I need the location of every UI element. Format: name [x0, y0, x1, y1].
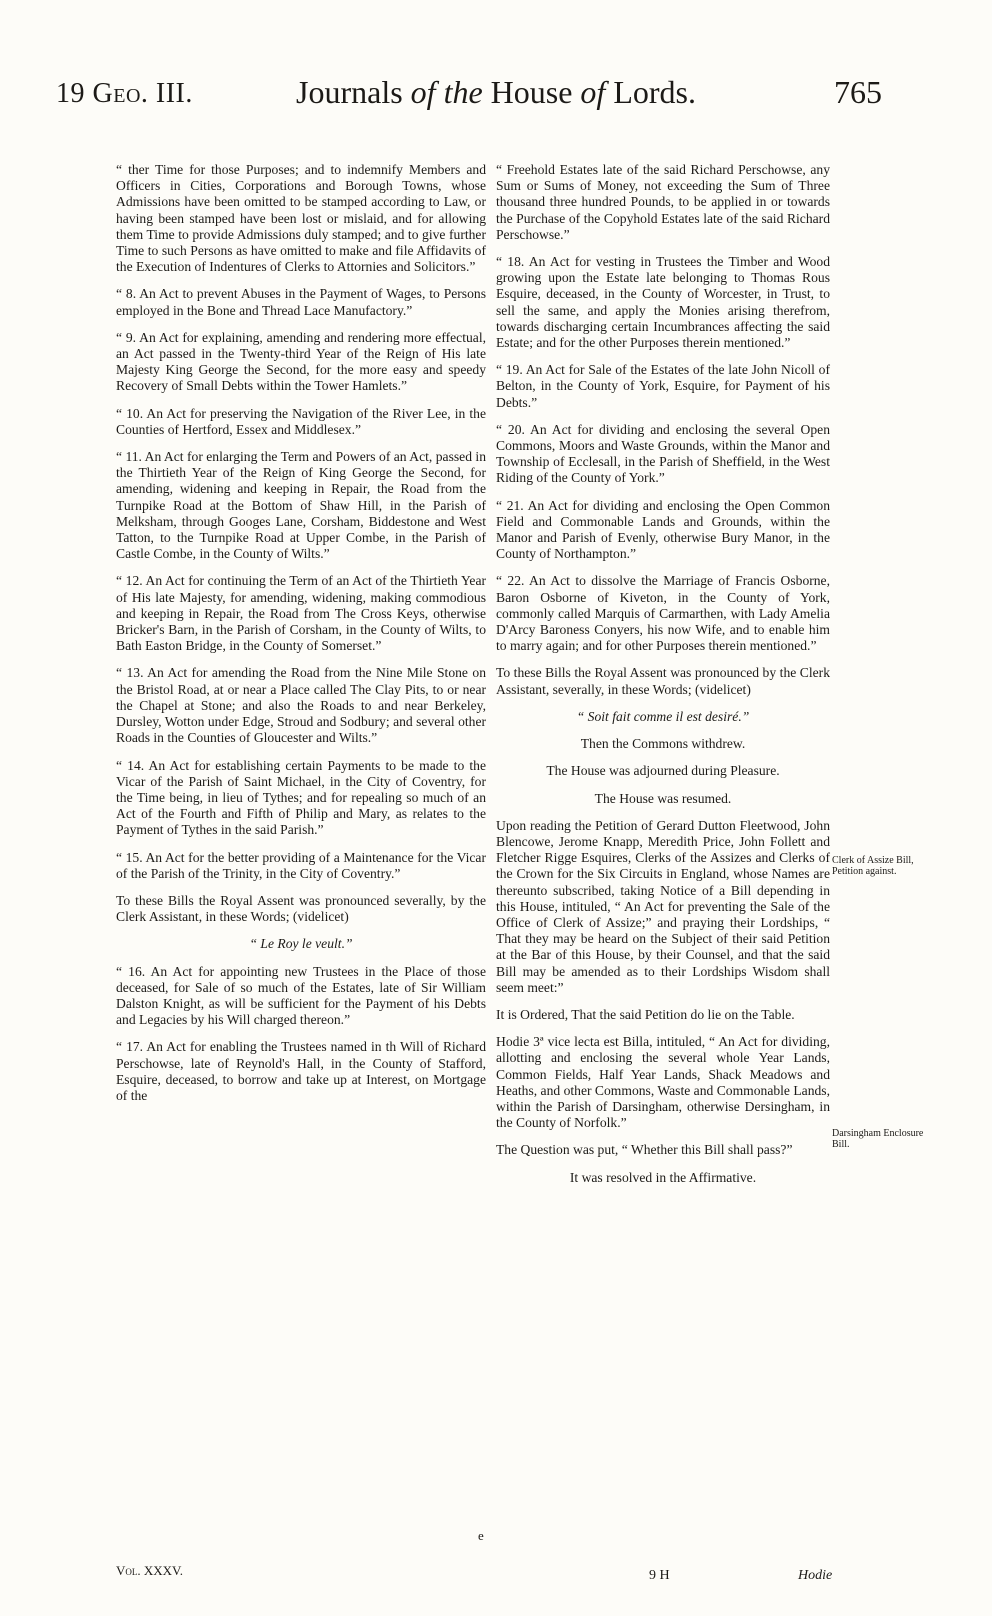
commons-withdrew: Then the Commons withdrew. — [580, 736, 746, 752]
question-paragraph: The Question was put, “ Whether this Bill shall pass?” — [496, 1142, 793, 1158]
margin-note-darsingham: Darsingham Enclosure Bill. — [832, 1128, 924, 1150]
royal-assent-formula: “ Soit fait comme il est desiré.” — [576, 708, 750, 724]
page-header — [0, 70, 992, 130]
house-adjourned: The House was adjourned during Pleasure. — [546, 763, 780, 779]
act-10: “ 10. An Act for preserving the Navigation of the River Lee, in the Counties of Hertford, Essex and Middlesex.” — [116, 405, 486, 437]
act-8: “ 8. An Act to prevent Abuses in the Payment of Wages, to Persons employed in the Bone and Thread Lace Manufactory.” — [116, 286, 486, 318]
paragraph: “ ther Time for those Purposes; and to indemnify Members and Officers in Cities, Corporations and Borough Towns, whose Admissions have been omitted to be stamped according to Law, or having been stamped have been lost or mislaid, and for allowing them Time to provide Admissions duly stamped; and to give further Time to such Persons as have omitted to make and file Affidavits of the Execution of Indentures of Clerks to Attornies and Solicitors.” — [116, 162, 486, 275]
signature-mark: 9 H — [649, 1568, 670, 1583]
act-16: “ 16. An Act for appointing new Trustees in the Place of those deceased, for Sale of so much of the Estates, late of Sir William Dalston Knight, as will be sufficient for the Payment of his Debts and Legacies by his Will charged thereon.” — [116, 963, 486, 1028]
act-14: “ 14. An Act for establishing certain Payments to be made to the Vicar of the Parish of Saint Michael, in the City of Coventry, for the Time being, in lieu of Tythes; and for repealing so much of an Act of the Fourth and Fifth of Philip and Mary, as relates to the Payment of Tythes in the said Parish.” — [116, 757, 486, 838]
journal-title: Journals of the House of Lords. — [296, 74, 696, 110]
act-15: “ 15. An Act for the better providing of a Maintenance for the Vicar of the Parish of the Trinity, in the City of Coventry.” — [116, 849, 486, 881]
left-column — [116, 162, 486, 1115]
royal-assent-statement: To these Bills the Royal Assent was pronounced by the Clerk Assistant, severally, in these Words; (videlicet) — [496, 665, 830, 697]
order-paragraph: It is Ordered, That the said Petition do lie on the Table. — [496, 1006, 795, 1022]
third-reading-paragraph: Hodie 3ª vice lecta est Billa, intituled, “ An Act for dividing, allotting and enclosing the several whole Year Lands, Common Fields, Half Year Lands, Shack Meadows and Heaths, and other Commons, Waste and Commonable Lands, within the Parish of Darsingham, otherwise Dersingham, in the County of Norfolk.” — [496, 1034, 830, 1131]
regnal-year: 19 Geo. III. — [56, 78, 193, 109]
act-18: “ 18. An Act for vesting in Trustees the Timber and Wood growing upon the Estate late belonging to Thomas Rous Esquire, deceased, in the County of Worcester, in Trust, to sell the same, and apply the Monies arising therefrom, towards discharging certain Incumbrances affecting the said Estate; and for the other Purposes therein mentioned.” — [496, 254, 830, 351]
house-resumed: The House was resumed. — [594, 790, 732, 806]
royal-assent-formula: “ Le Roy le veult.” — [249, 936, 353, 952]
page-number: 765 — [834, 74, 882, 110]
margin-note-clerk-assize: Clerk of Assize Bill, Petition against. — [832, 855, 914, 877]
act-17: “ 17. An Act for enabling the Trustees named in th Will of Richard Perschowse, late of Reynold's Hall, in the County of Stafford, Esquire, deceased, to borrow and take up at Interest, on Mortgage of the — [116, 1039, 486, 1103]
margin-mark: e — [478, 1528, 484, 1543]
act-22: “ 22. An Act to dissolve the Marriage of Francis Osborne, Baron Osborne of Kiveton, in the County of York, commonly called Marquis of Carmarthen, with Lady Amelia D'Arcy Baroness Conyers, his now Wife, and to enable him to marry again; and for other Purposes therein mentioned.” — [496, 573, 830, 654]
act-11: “ 11. An Act for enlarging the Term and Powers of an Act, passed in the Thirtieth Year of the Reign of King George the Second, for amending, widening and keeping in Repair, the Road from the Turnpike Road at the Bottom of Shaw Hill, in the Parish of Melksham, through Googes Lane, Corsham, Biddestone and West Tatton, to the Turnpike Road at Upper Combe, in the Parish of Castle Combe, in the County of Wilts.” — [116, 449, 486, 562]
act-13: “ 13. An Act for amending the Road from the Nine Mile Stone on the Bristol Road, at or near a Place called The Clay Pits, to or near the Chapel at Stone; and also the Roads to and near Berkeley, Dursley, Wotton under Edge, Stroud and Sodbury; and several other Roads in the Counties of Gloucester and Wilts.” — [116, 665, 486, 746]
act-9: “ 9. An Act for explaining, amending and rendering more effectual, an Act passed in the Twenty-third Year of the Reign of His late Majesty King George the Second, for the more easy and speedy Recovery of Small Debts within the Tower Hamlets.” — [116, 329, 486, 394]
royal-assent-statement: To these Bills the Royal Assent was pronounced severally, by the Clerk Assistant, in these Words; (videlicet) — [116, 892, 486, 925]
act-21: “ 21. An Act for dividing and enclosing the Open Common Field and Commonable Lands and Grounds, within the Manor and Parish of Evenly, otherwise Bury Manor, in the County of Northampton.” — [496, 497, 830, 562]
petition-paragraph: Upon reading the Petition of Gerard Dutton Fleetwood, John Blencowe, Jerome Knapp, Meredith Price, John Follett and Fletcher Rigge Esquires, Clerks of the Assizes and Clerks of the Crown for the Six Circuits in England, whose Names are thereunto subscribed, taking Notice of a Bill depending in this House, intituled, “ An Act for preventing the Sale of the Office of Clerk of Assize;” and praying their Lordships, “ That they may be heard on the Subject of their said Petition at the Bar of this House, by their Counsel, and that the said Bill may be amended as to their Lordships Wisdom shall seem meet:” — [496, 817, 830, 995]
resolution: It was resolved in the Affirmative. — [569, 1169, 757, 1185]
act-17-continued: “ Freehold Estates late of the said Richard Perschowse, any Sum or Sums of Money, not exceeding the Sum of Three thousand three hundred Pounds, to be applied in or towards the Purchase of the Copyhold Estates late of the said Richard Perschowse.” — [496, 162, 830, 242]
act-12: “ 12. An Act for continuing the Term of an Act of the Thirtieth Year of His late Majesty, for amending, widening, making commodious and keeping in Repair, the Road from The Cross Keys, otherwise Bricker's Barn, in the Parish of Corsham, in the County of Wilts, to Bath Easton Bridge, in the County of Somerset.” — [116, 573, 486, 654]
volume-label: Vol. XXXV. — [116, 1563, 184, 1578]
act-19: “ 19. An Act for Sale of the Estates of the late John Nicoll of Belton, in the County of York, Esquire, for Payment of his Debts.” — [496, 362, 830, 410]
middle-column — [496, 162, 830, 1197]
act-20: “ 20. An Act for dividing and enclosing the several Open Commons, Moors and Waste Grounds, within the Manor and Township of Ecclesall, in the Parish of Sheffield, in the West Riding of the County of York.” — [496, 421, 830, 486]
catchword: Hodie — [798, 1568, 833, 1583]
